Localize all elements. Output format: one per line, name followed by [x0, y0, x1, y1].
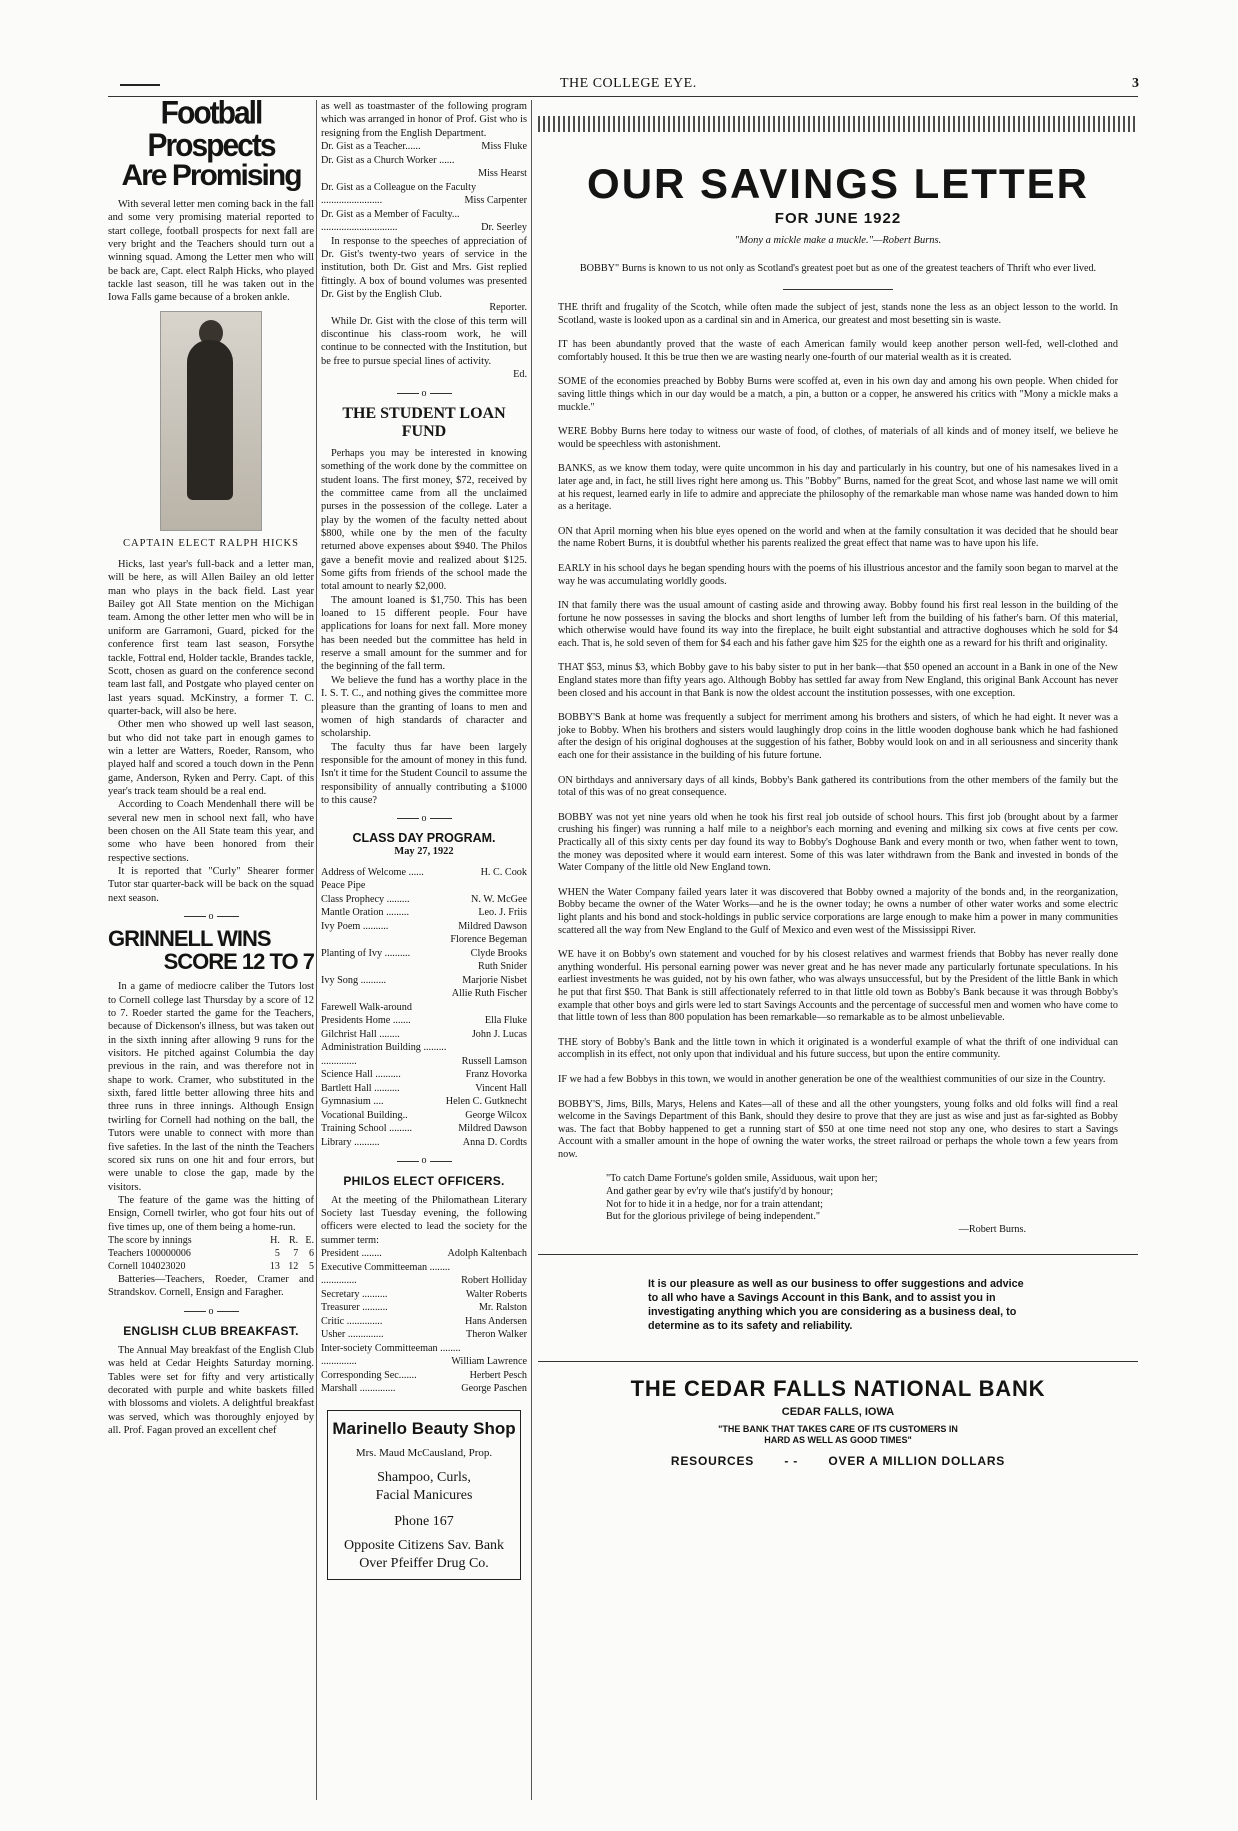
- officer-item-label: Secretary ..........: [321, 1288, 388, 1300]
- program-item: [321, 893, 527, 907]
- program-item-label: Library ..........: [321, 1136, 380, 1148]
- program-item-label: Presidents Home .......: [321, 1015, 411, 1027]
- football-headline: Football Prospects: [147, 100, 275, 164]
- program-item: [321, 1095, 527, 1109]
- program-item-label: Gilchrist Hall ........: [321, 1028, 400, 1040]
- program-item: [321, 947, 527, 961]
- savings-paragraph: THE story of Bobby's Bank and the little town in which it originated is a wonderful example of what the thrift of one individual can accomplish in its effect, not only upon that individual and his future success, but upon the entire community.: [558, 1036, 1118, 1061]
- officer-item: [321, 1315, 527, 1329]
- toast-item: [321, 140, 527, 154]
- officer-item-label: Executive Committeeman ........: [321, 1261, 451, 1273]
- officer-item: [321, 1355, 527, 1369]
- savings-paragraph: THE thrift and frugality of the Scotch, while often made the subject of jest, stands none the less as an object lesson to the world. In Scotland, waste is looked upon as a cardinal sin and in America, our greatest and most besetting sin is waste.: [558, 302, 1118, 326]
- decorative-border: [538, 116, 1138, 132]
- grinnell-headline: GRINNELL WINS: [108, 926, 271, 952]
- officer-item-label: ..............: [321, 1275, 357, 1287]
- program-item-name: Helen C. Gutknecht: [445, 1096, 527, 1108]
- photo-caption: CAPTAIN ELECT RALPH HICKS: [123, 537, 299, 549]
- program-item: [321, 1136, 527, 1150]
- intro-rule: [783, 289, 893, 290]
- section-divider: o: [108, 1305, 314, 1318]
- program-item-name: Clyde Brooks: [470, 947, 527, 959]
- football-paragraph: With several letter men coming back in the fall and some very promising material reported to start college, football prospects for next fall are very bright and the Teachers should turn out a winning squad. Among the Letter men who will be back are, Capt. elect Ralph Hicks, who played tackle last season, till he was taken out in the Iowa Falls game because of a broken ankle.: [108, 199, 314, 304]
- officer-item-name: William Lawrence: [451, 1356, 527, 1368]
- program-item-name: Florence Begeman: [450, 934, 527, 946]
- officer-item-name: Hans Andersen: [465, 1315, 527, 1327]
- quote-line: Not for to hide it in a hedge, nor for a train attendant;: [606, 1198, 823, 1210]
- program-item: [321, 866, 527, 880]
- student-loan-headline: THE STUDENT LOAN FUND: [342, 404, 506, 440]
- ad-address-2: Over Pfeiffer Drug Co.: [359, 1555, 489, 1571]
- officer-item: [321, 1369, 527, 1383]
- toast-item-label: ..............................: [321, 222, 398, 234]
- score-row: [108, 1247, 314, 1260]
- toast-item-label: Dr. Gist as a Church Worker ......: [321, 154, 455, 166]
- football-paragraph: Other men who showed up well last season, but who did not take part in enough games to win a letter are Watters, Roeder, Ransom, who played half and scored a touch down in the Penn game, Anderson, Ryken and Perry. Capt. of this year's track team should be a real end.: [108, 719, 314, 797]
- english-club-headline: ENGLISH CLUB BREAKFAST.: [123, 1323, 299, 1338]
- program-item: [321, 1014, 527, 1028]
- captain-photo: [160, 311, 262, 531]
- savings-paragraph: SOME of the economies preached by Bobby Burns were scoffed at, even in his own day and among his own people. When chided for saving little things which in our day would be a match, a pin, a button or a copper, he answered his critics with "Mony a mickle maks a muckle.": [558, 376, 1118, 413]
- program-item-label: Planting of Ivy ..........: [321, 947, 411, 959]
- program-item-label: Vocational Building..: [321, 1109, 408, 1121]
- officer-item-label: Critic ..............: [321, 1315, 383, 1327]
- grinnell-paragraph: The feature of the game was the hitting of Ensign, Cornell twirler, who got four hits out of five times up, one of them being a home-run.: [108, 1194, 314, 1233]
- philos-paragraph: At the meeting of the Philomathean Literary Society last Tuesday evening, the following officers were elected to lead the society for the summer term:: [321, 1194, 527, 1246]
- reporter-signature: Reporter.: [489, 302, 527, 314]
- officer-item-label: Marshall ..............: [321, 1383, 396, 1395]
- officer-item-name: Herbert Pesch: [469, 1369, 527, 1381]
- savings-paragraph: ON birthdays and anniversary days of all kinds, Bobby's Bank gathered its contributions from the other members of the family but the total of this was of no great consequence.: [558, 774, 1118, 799]
- quote-line: And gather gear by ev'ry wile that's justify'd by honour;: [606, 1186, 834, 1198]
- program-item-name: George Wilcox: [465, 1109, 527, 1121]
- savings-subtitle: FOR JUNE 1922: [774, 210, 902, 227]
- column-rule: [531, 100, 532, 1800]
- program-item-name: N. W. McGee: [470, 893, 527, 905]
- program-item-name: Ella Fluke: [484, 1015, 527, 1027]
- bank-city: CEDAR FALLS, IOWA: [781, 1406, 895, 1419]
- score-team: Cornell 104023020: [108, 1260, 186, 1272]
- program-item-name: Allie Ruth Fischer: [451, 988, 527, 1000]
- program-item-name: John J. Lucas: [471, 1028, 527, 1040]
- savings-paragraph: IF we had a few Bobbys in this town, we would in another generation be one of the wealthiest communities of our size in the Country.: [558, 1073, 1106, 1085]
- program-item-name: Anna D. Cordts: [462, 1136, 527, 1148]
- program-item: [321, 933, 527, 947]
- program-item: [321, 960, 527, 974]
- savings-paragraph: WE have it on Bobby's own statement and vouched for by his closest relatives and warmest friends that Bobby has never really done anything wonderful. His personal earning power was never great and he has never made any particularly fortunate speculations. In his earliest investments he was guided, not by his own father, who was always unsuccessful, but by the President of the little Bank in which he put that first $50. That Bank is still affectionately referred to in that little old town as Bobby's Bank because it was through Bobby's example that other boys and girls were led to start Savings Accounts and the percentage of successful men and women who have come to that little town of less than 800 population has been remarkable—so remarkable as to be almost unbelievable.: [558, 949, 1118, 1024]
- program-item-name: Ruth Snider: [478, 961, 527, 973]
- savings-paragraph: BANKS, as we know them today, were quite uncommon in his day and particularly in his country, but one of his namesakes lived in a later age and, in fact, he still lives right here among us. This "Bobby" Burns, named for the great Scot, and whose last name we will omit at his request, learned early in life to admire and appreciate the philosophy of the remarkable man whose name was handed down to him as a heritage.: [558, 463, 1118, 513]
- officer-item: [321, 1301, 527, 1315]
- toast-item-label: Dr. Gist as a Teacher......: [321, 141, 421, 153]
- resources-dashes: - -: [784, 1454, 799, 1469]
- score-header-r: R.: [289, 1234, 299, 1246]
- toast-item-name: Miss Fluke: [481, 141, 527, 153]
- score-header: [108, 1234, 314, 1247]
- quote-attribution: —Robert Burns.: [958, 1223, 1026, 1235]
- loan-paragraph: The amount loaned is $1,750. This has been loaned to 15 different people. Four have applications for loans for next fall. More money has been needed but the committee has held in reserve a small amount for the summer and for the beginning of the fall term.: [321, 594, 527, 673]
- program-item: [321, 1041, 527, 1055]
- program-item-name: Marjorie Nisbet: [462, 974, 527, 986]
- football-paragraph: According to Coach Mendenhall there will be several new men in school next fall, who have been chosen on the All State team this year, and some who have been honored from their respective sections.: [108, 799, 314, 864]
- program-item-name: Leo. J. Friis: [478, 907, 527, 919]
- officer-item: [321, 1328, 527, 1342]
- toast-item-label: Dr. Gist as a Colleague on the Faculty: [321, 181, 477, 193]
- program-item: [321, 974, 527, 988]
- section-divider: o: [321, 1154, 527, 1167]
- quote-line: But for the glorious privilege of being independent.": [606, 1211, 821, 1223]
- savings-paragraph: BOBBY was not yet nine years old when he took his first real job outside of school hours. This first job (brought about by a farmer crushing his finger) was running a half mile to a neighbor's each morning and evening and milking six cows at five cents per cow. Practically all of this sixty cents per day found its way to Bobby's Doghouse Bank and every month or two, when father went to town, the money was deposited where it would earn interest. Some of this was later withdrawn from the Bank and invested in bonds of the Water Company of the little old New England town.: [558, 811, 1118, 874]
- toast-item: [321, 208, 527, 222]
- officer-item: [321, 1342, 527, 1356]
- toast-paragraph: In response to the speeches of appreciation of Dr. Gist's twenty-two years of service in the institution, both Dr. Gist and Mrs. Gist replied fittingly. A box of bound volumes was presented Dr. Gist by the English Club.: [321, 235, 527, 300]
- ad-title: Marinello Beauty Shop: [332, 1418, 516, 1438]
- officer-item-label: Usher ..............: [321, 1329, 384, 1341]
- program-item: [321, 1068, 527, 1082]
- class-day-date: May 27, 1922: [394, 845, 454, 857]
- grinnell-headline-2: SCORE 12 TO 7: [163, 949, 314, 975]
- burns-quote: [606, 1173, 1026, 1236]
- score-team: Teachers 100000006: [108, 1247, 191, 1259]
- bank-slogan: "THE BANK THAT TAKES CARE OF ITS CUSTOMERS IN HARD AS WELL AS GOOD TIMES": [718, 1424, 958, 1446]
- score-e: 5: [309, 1260, 314, 1272]
- toast-list: [321, 140, 527, 235]
- column-2: [321, 100, 527, 1800]
- program-item: [321, 1055, 527, 1069]
- loan-paragraph: Perhaps you may be interested in knowing something of the work done by the committee on student loans. The first money, $72, received by the committee came from all the unclaimed purses in the possession of the college. Later a play by the women of the faculty netted about $800, while one by the men of the faculty returned above expenses about $940. The Philos gave a benefit movie and realized about $125. Some gifts from friends of the school made the total amount to nearly $2,000.: [321, 447, 527, 593]
- toast-item: [321, 167, 527, 181]
- program-item-name: Mildred Dawson: [458, 1123, 527, 1135]
- savings-body: [538, 302, 1138, 1161]
- program-item-label: Address of Welcome ......: [321, 866, 424, 878]
- savings-title: OUR SAVINGS LETTER: [587, 160, 1089, 207]
- burns-motto: "Mony a mickle make a muckle."—Robert Burns.: [734, 235, 942, 246]
- savings-letter-ad: [538, 100, 1138, 1468]
- program-item-label: Ivy Poem ..........: [321, 920, 389, 932]
- bank-resources: [538, 1454, 1138, 1468]
- officer-list: [321, 1247, 527, 1396]
- score-h: 13: [269, 1260, 280, 1272]
- toast-item: [321, 154, 527, 168]
- program-item-label: ..............: [321, 1055, 357, 1067]
- officer-item-name: Adolph Kaltenbach: [447, 1248, 527, 1260]
- savings-paragraph: WERE Bobby Burns here today to witness our waste of food, of clothes, of materials of all kinds and of money itself, we believe he would be speechless with astonishment.: [558, 426, 1118, 450]
- savings-paragraph: IT has been abundantly proved that the waste of each American family would keep another person well-fed, well-clothed and comfortably housed. It this be true then we are wasting nearly one-fourth of our material wealth as it is created.: [558, 339, 1118, 363]
- resources-value: OVER A MILLION DOLLARS: [828, 1454, 1006, 1469]
- football-headline-2: Are Promising: [121, 159, 301, 192]
- officer-item: [321, 1382, 527, 1396]
- officer-item-label: Corresponding Sec.......: [321, 1369, 417, 1381]
- quote-line: "To catch Dame Fortune's golden smile, Assiduous, wait upon her;: [606, 1173, 878, 1185]
- toast-paragraph: While Dr. Gist with the close of this term will discontinue his class-room work, he will continue to be connected with the Institution, but be free to pursue special lines of activity.: [321, 315, 527, 367]
- officer-item: [321, 1288, 527, 1302]
- program-item-label: Farewell Walk-around: [321, 1001, 412, 1013]
- program-item-label: Class Prophecy .........: [321, 893, 410, 905]
- philos-headline: PHILOS ELECT OFFICERS.: [343, 1173, 505, 1188]
- score-header-e: E.: [305, 1234, 314, 1246]
- officer-item-label: Inter-society Committeeman ........: [321, 1342, 461, 1354]
- section-divider: o: [321, 387, 527, 400]
- savings-closing: It is our pleasure as well as our business to offer suggestions and advice to all who have a Savings Account in this Bank, and to assist you in investigating anything which you are considering as a business deal, to determine as to its safety and reliability.: [648, 1278, 1024, 1333]
- score-r: 12: [288, 1260, 299, 1272]
- officer-item-name: George Paschen: [461, 1383, 527, 1395]
- program-item-name: H. C. Cook: [480, 866, 527, 878]
- toast-item: [321, 181, 527, 195]
- program-item: [321, 920, 527, 934]
- savings-paragraph: ON that April morning when his blue eyes opened on the world and when at the family consultation it was decided that he should bear the name Robert Burns, it is doubtful whether his parents realized the great effect that name was to have upon his life.: [558, 525, 1118, 550]
- ad-service-2: Facial Manicures: [375, 1487, 473, 1503]
- officer-item-label: President ........: [321, 1248, 382, 1260]
- page-number: 3: [1132, 76, 1139, 91]
- toast-intro: as well as toastmaster of the following program which was arranged in honor of Prof. Gist who is resigning from the English Department.: [321, 101, 527, 139]
- program-item-label: Ivy Song ..........: [321, 974, 387, 986]
- toast-item-label: Dr. Gist as a Member of Faculty...: [321, 208, 460, 220]
- program-item-label: Peace Pipe: [321, 880, 366, 892]
- program-item-label: Bartlett Hall ..........: [321, 1082, 400, 1094]
- class-day-program: [321, 866, 527, 1150]
- officer-item-label: Treasurer ..........: [321, 1302, 388, 1314]
- program-item-name: Mildred Dawson: [458, 920, 527, 932]
- program-item-label: Science Hall ..........: [321, 1069, 401, 1081]
- program-item: [321, 1122, 527, 1136]
- officer-item-name: Theron Walker: [466, 1329, 527, 1341]
- savings-paragraph: THAT $53, minus $3, which Bobby gave to his baby sister to put in her bank—that $50 opened an account in a Bank in one of the New England states more than fifty years ago. Although Bobby has settled far away from New England, this original Bank Account has never been closed and his account in that Bank is now the oldest account the institution possesses, with one exception.: [558, 662, 1118, 699]
- editor-signature: Ed.: [513, 369, 527, 381]
- loan-paragraph: The faculty thus far have been largely responsible for the amount of money in this fund. Isn't it time for the Student Council to assume the responsibility of annually contributing a $1000 to this cause?: [321, 741, 527, 806]
- ad-service-1: Shampoo, Curls,: [377, 1469, 471, 1485]
- batteries-line: Batteries—Teachers, Roeder, Cramer and Strandskov. Cornell, Ensign and Faragher.: [108, 1273, 314, 1299]
- bank-rule: [538, 1361, 1138, 1362]
- program-item-label: Gymnasium ....: [321, 1096, 384, 1108]
- savings-rule: [538, 1254, 1138, 1255]
- toast-item: [321, 221, 527, 235]
- masthead-title: THE COLLEGE EYE.: [560, 76, 697, 91]
- program-item-name: Russell Lamson: [461, 1055, 527, 1067]
- beauty-shop-ad: [327, 1410, 521, 1580]
- loan-paragraph: We believe the fund has a worthy place in the I. S. T. C., and nothing gives the committee more pleasure than the granting of loans to men and women of high standards of character and scholarship.: [321, 674, 527, 740]
- program-item: [321, 1109, 527, 1123]
- bank-name: THE CEDAR FALLS NATIONAL BANK: [630, 1376, 1046, 1402]
- photo-figure-body: [187, 340, 233, 500]
- program-item: [321, 1028, 527, 1042]
- program-item: [321, 1082, 527, 1096]
- program-item-label: Training School .........: [321, 1123, 413, 1135]
- officer-item-name: Mr. Ralston: [478, 1302, 527, 1314]
- program-item-name: Vincent Hall: [475, 1082, 527, 1094]
- officer-item: [321, 1261, 527, 1275]
- savings-paragraph: BOBBY'S, Jims, Bills, Marys, Helens and Kates—all of these and all the other youngsters, young folks and old folks will find a real welcome in the Savings Department of this Bank, should they desire to prove that they are just as wise and just as far-sighted as Bobby was. The fact that Bobby happened to get a running start of $50 at one time need not stop any one, who desires to start a Savings Account with a smaller amount in the hope of owning the water works, the street railroad or perhaps the whole town a few years from now.: [558, 1098, 1118, 1160]
- football-paragraph: It is reported that "Curly" Shearer former Tutor star quarter-back will be back on the squad next season.: [108, 866, 314, 904]
- officer-item-label: ..............: [321, 1356, 357, 1368]
- toast-item-name: Miss Hearst: [478, 168, 527, 180]
- officer-item-name: Robert Holliday: [461, 1275, 527, 1287]
- ad-phone: Phone 167: [394, 1513, 454, 1529]
- officer-item: [321, 1247, 527, 1261]
- toast-item-label: ........................: [321, 195, 383, 207]
- savings-paragraph: WHEN the Water Company failed years later it was discovered that Bobby owned a majority of the bonds and, in the reorganization, Bobby became the owner of the Water Works—and he is the owner today; he owns a number of other water works and some electric light plants and his bond and stock-holdings in public service corporations are large enough to make him a power in many communities scattered all the way from New England to the Gulf of Mexico and even west of the Mississippi River.: [558, 886, 1118, 936]
- section-divider: o: [108, 910, 314, 923]
- program-item-label: Mantle Oration .........: [321, 907, 409, 919]
- program-item: [321, 879, 527, 893]
- score-table: [108, 1234, 314, 1273]
- toast-item-name: Miss Carpenter: [464, 195, 527, 207]
- toast-item: [321, 194, 527, 208]
- ad-proprietor: Mrs. Maud McCausland, Prop.: [355, 1446, 493, 1459]
- program-item-label: Administration Building .........: [321, 1042, 447, 1054]
- savings-paragraph: EARLY in his school days he began spending hours with the poems of his illustrious ancestor and the family soon began to marvel at the way he was accumulating worldly goods.: [558, 562, 1118, 587]
- program-item: [321, 987, 527, 1001]
- football-paragraph: Hicks, last year's full-back and a letter man, will be here, as will Allen Bailey an old letter man who plays in the back field. Last year Bailey got All State mention on the Michigan team. Among the other letter men who will be in uniform are Garramoni, Guard, picked for the conference first team last season, Forsythe tackle, Fottral end, Holder tackle, Brandes tackle, Scott, chosen as guard on the conference second team last fall, and Postgate who played center on last years squad. McKinstry, a former T. C. quarter-back, will also be here.: [108, 559, 314, 717]
- officer-item: [321, 1274, 527, 1288]
- score-header-h: H.: [270, 1234, 280, 1246]
- ad-address-1: Opposite Citizens Sav. Bank: [343, 1537, 505, 1553]
- program-item: [321, 1001, 527, 1015]
- score-row: [108, 1260, 314, 1273]
- program-item-name: Franz Hovorka: [465, 1069, 527, 1081]
- resources-label: RESOURCES: [670, 1454, 755, 1469]
- savings-paragraph: BOBBY'S Bank at home was frequently a subject for merriment among his brothers and sisters, of which he had eight. It never was a joke to Bobby. When his brothers and sisters would laughingly drop coins in the little wooden doghouse bank which he had fashioned after the design of his original doghouses at the suggestion of his father, Bobby would look on and in all seriousness and sincerity thank each one for their assistance in the building of his future fortune.: [558, 712, 1118, 762]
- masthead-rule: [108, 96, 1138, 97]
- toast-item-name: Dr. Seerley: [481, 222, 527, 234]
- column-rule: [316, 100, 317, 1800]
- score-e: 6: [309, 1247, 314, 1259]
- program-item: [321, 906, 527, 920]
- class-day-headline: CLASS DAY PROGRAM.: [352, 830, 496, 845]
- savings-paragraph: IN that family there was the usual amount of casting aside and throwing away. Bobby found his first real lesson in the building of the fortune he now possesses in saving the blocks and short lengths of lumber left from the building of his father's barn. Of this material, which otherwise would have found its way into the fireplace, he built eight substantial and attractive doghouses which he sold for $4 each. That is, he sold seven of them for $4 each and his father gave him $25 for the eighth one as a reward for his thrift and originality.: [558, 600, 1118, 649]
- column-1: [108, 100, 314, 1800]
- officer-item-name: Walter Roberts: [465, 1288, 527, 1300]
- score-header-label: The score by innings: [108, 1234, 192, 1246]
- score-r: 7: [293, 1247, 299, 1259]
- english-club-paragraph: The Annual May breakfast of the English Club was held at Cedar Heights Saturday morning. Tables were set for fifty and very artistically decorated with purple and white baskets filled with blossoms and violets. A delightful breakfast was served, which was thoroughly enjoyed by all. Prof. Fagan proved an excellent chef: [108, 1344, 314, 1436]
- score-h: 5: [274, 1247, 280, 1259]
- section-divider: o: [321, 812, 527, 825]
- savings-intro: BOBBY" Burns is known to us not only as Scotland's greatest poet but as one of the greatest teachers of Thrift who ever lived.: [579, 263, 1097, 274]
- top-left-rule: [120, 84, 160, 86]
- grinnell-paragraph: In a game of mediocre caliber the Tutors lost to Cornell college last Thursday by a score of 12 to 7. Roeder started the game for the Teachers, because of Dickenson's illness, but was taken out in the sixth inning after allowing 9 runs for the visitors. He pitched against Columbia the day previous in the rain, and was therefore not in shape to work. Cramer, who substituted in the sixth, fared little better allowing three hits and three runs in three innings. Although Ensign twirling for Cornell had nothing on the ball, the Tutors were unable to connect with more than five safeties. In the last of the ninth the Teachers scored six runs on one hit and four errors, but were unable to close the gap, made by the visitors.: [108, 981, 314, 1193]
